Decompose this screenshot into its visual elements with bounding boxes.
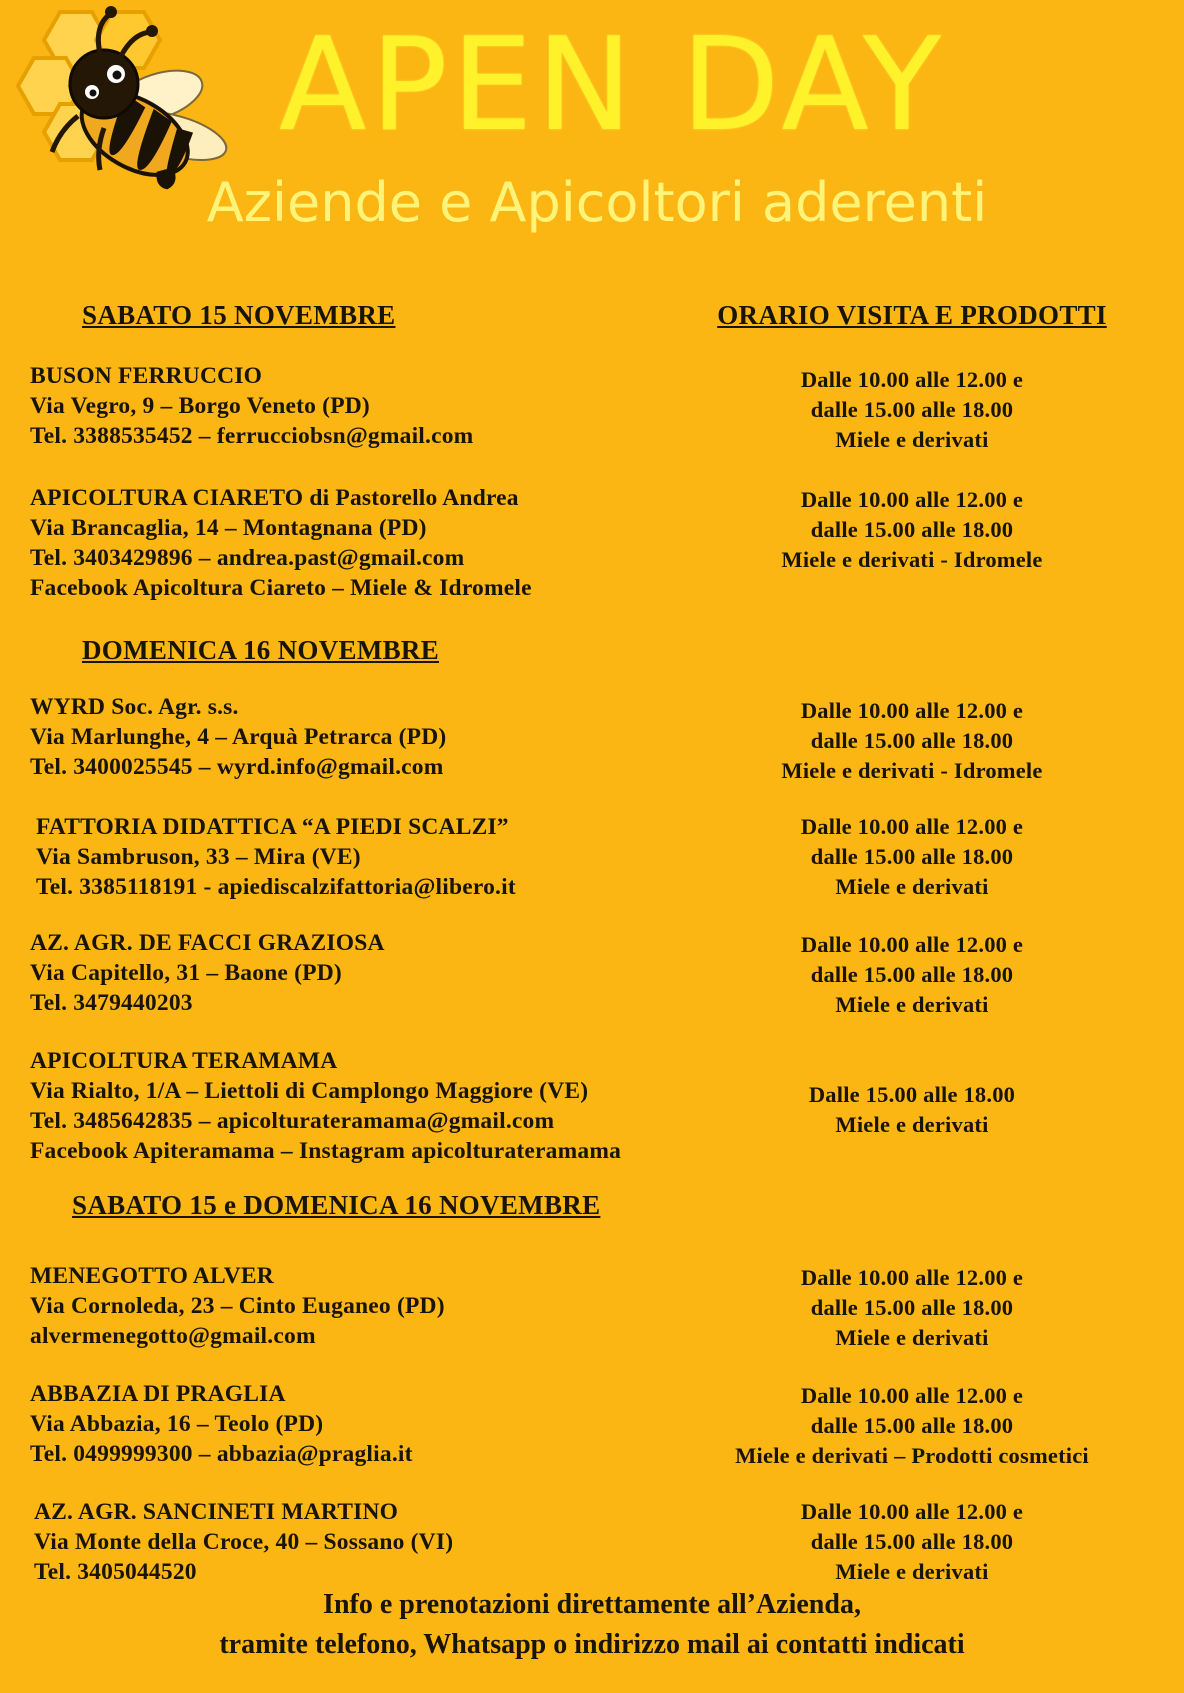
exhibitor-address: Via Brancaglia, 14 – Montagnana (PD) [30, 515, 427, 541]
exhibitor-contact: Tel. 3479440203 [30, 990, 193, 1016]
exhibitor-details [30, 483, 670, 603]
page-title [0, 0, 1184, 172]
exhibitor-name: APICOLTURA TERAMAMA [30, 1048, 338, 1074]
exhibitor-contact: Tel. 3388535452 – ferrucciobsn@gmail.com [30, 423, 474, 449]
list-item [30, 361, 1154, 455]
footer-note [0, 1585, 1184, 1665]
exhibitor-details [30, 692, 670, 782]
column-headings [30, 300, 1154, 331]
exhibitor-address: Via Monte della Croce, 40 – Sossano (VI) [34, 1529, 454, 1555]
footer-line-1: Info e prenotazioni direttamente all’Azienda, [323, 1589, 861, 1620]
exhibitor-details [30, 928, 670, 1018]
list-item [30, 692, 1154, 786]
section-saturday [30, 361, 1154, 603]
visit-hours: Dalle 10.00 alle 12.00 e dalle 15.00 alle 18.00 Miele e derivati - Idromele [781, 698, 1043, 783]
exhibitor-address: Via Abbazia, 16 – Teolo (PD) [30, 1411, 324, 1437]
visit-hours: Dalle 10.00 alle 12.00 e dalle 15.00 alle 18.00 Miele e derivati [800, 367, 1024, 452]
exhibitor-address: Via Capitello, 31 – Baone (PD) [30, 960, 342, 986]
exhibitor-name: BUSON FERRUCCIO [30, 363, 263, 389]
section-both-days [30, 1190, 1154, 1587]
poster-header [0, 0, 1184, 282]
exhibitor-name: ABBAZIA DI PRAGLIA [30, 1381, 286, 1407]
visit-hours: Dalle 10.00 alle 12.00 e dalle 15.00 alle 18.00 Miele e derivati [800, 814, 1024, 899]
day-heading-saturday: SABATO 15 NOVEMBRE [82, 300, 396, 330]
list-item [30, 1261, 1154, 1353]
exhibitor-name: APICOLTURA CIARETO di Pastorello Andrea [30, 485, 519, 511]
list-item [30, 1379, 1154, 1471]
exhibitor-contact: Tel. 0499999300 – abbazia@praglia.it [30, 1441, 413, 1467]
list-item [30, 1497, 1154, 1587]
visit-hours: Dalle 10.00 alle 12.00 e dalle 15.00 alle 18.00 Miele e derivati [800, 1265, 1024, 1350]
visit-hours: Dalle 10.00 alle 12.00 e dalle 15.00 alle 18.00 Miele e derivati – Prodotti cosmetici [735, 1383, 1089, 1468]
visit-hours: Dalle 10.00 alle 12.00 e dalle 15.00 alle 18.00 Miele e derivati [800, 932, 1024, 1017]
exhibitor-name: WYRD Soc. Agr. s.s. [30, 694, 239, 720]
exhibitor-address: Via Marlunghe, 4 – Arquà Petrarca (PD) [30, 724, 447, 750]
exhibitor-address: Via Sambruson, 33 – Mira (VE) [36, 844, 361, 870]
section-sunday [30, 635, 1154, 1166]
list-item [30, 812, 1154, 902]
poster-content [0, 300, 1184, 1587]
exhibitor-details [30, 1261, 670, 1351]
exhibitor-social: Facebook Apiteramama – Instagram apicolturateramama [30, 1138, 622, 1164]
exhibitor-contact: Tel. 3485642835 – apicolturateramama@gmail.com [30, 1108, 555, 1134]
exhibitor-contact: Tel. 3385118191 - apiediscalzifattoria@libero.it [36, 874, 516, 900]
exhibitor-contact: Tel. 3403429896 – andrea.past@gmail.com [30, 545, 465, 571]
exhibitor-details [30, 812, 670, 902]
visit-hours: Dalle 10.00 alle 12.00 e dalle 15.00 alle 18.00 Miele e derivati - Idromele [781, 487, 1043, 572]
exhibitor-address: Via Cornoleda, 23 – Cinto Euganeo (PD) [30, 1293, 445, 1319]
products-hours-heading: ORARIO VISITA E PRODOTTI [717, 300, 1107, 330]
exhibitor-address: Via Vegro, 9 – Borgo Veneto (PD) [30, 393, 370, 419]
page-subtitle: Aziende e Apicoltori aderenti [206, 171, 988, 234]
exhibitor-name: AZ. AGR. SANCINETI MARTINO [34, 1499, 399, 1525]
exhibitor-name: FATTORIA DIDATTICA “A PIEDI SCALZI” [36, 814, 509, 840]
visit-hours: Dalle 15.00 alle 18.00 Miele e derivati [808, 1082, 1016, 1137]
page-title-text: APEN DAY [278, 11, 946, 160]
exhibitor-contact: Tel. 3405044520 [34, 1559, 197, 1585]
list-item [30, 1046, 1154, 1166]
exhibitor-details [30, 1379, 670, 1469]
exhibitor-name: MENEGOTTO ALVER [30, 1263, 274, 1289]
footer-line-2: tramite telefono, Whatsapp o indirizzo mail ai contatti indicati [219, 1629, 965, 1660]
exhibitor-name: AZ. AGR. DE FACCI GRAZIOSA [30, 930, 385, 956]
list-item [30, 928, 1154, 1020]
exhibitor-address: Via Rialto, 1/A – Liettoli di Camplongo Maggiore (VE) [30, 1078, 589, 1104]
exhibitor-details [30, 1497, 670, 1587]
list-item [30, 483, 1154, 603]
exhibitor-social: Facebook Apicoltura Ciareto – Miele & Idromele [30, 575, 532, 601]
exhibitor-details [30, 1046, 670, 1166]
day-heading-sunday: DOMENICA 16 NOVEMBRE [82, 635, 440, 665]
day-heading-both: SABATO 15 e DOMENICA 16 NOVEMBRE [72, 1190, 601, 1220]
exhibitor-details [30, 361, 670, 451]
visit-hours: Dalle 10.00 alle 12.00 e dalle 15.00 alle 18.00 Miele e derivati [800, 1499, 1024, 1584]
exhibitor-contact: alvermenegotto@gmail.com [30, 1323, 316, 1349]
exhibitor-contact: Tel. 3400025545 – wyrd.info@gmail.com [30, 754, 444, 780]
